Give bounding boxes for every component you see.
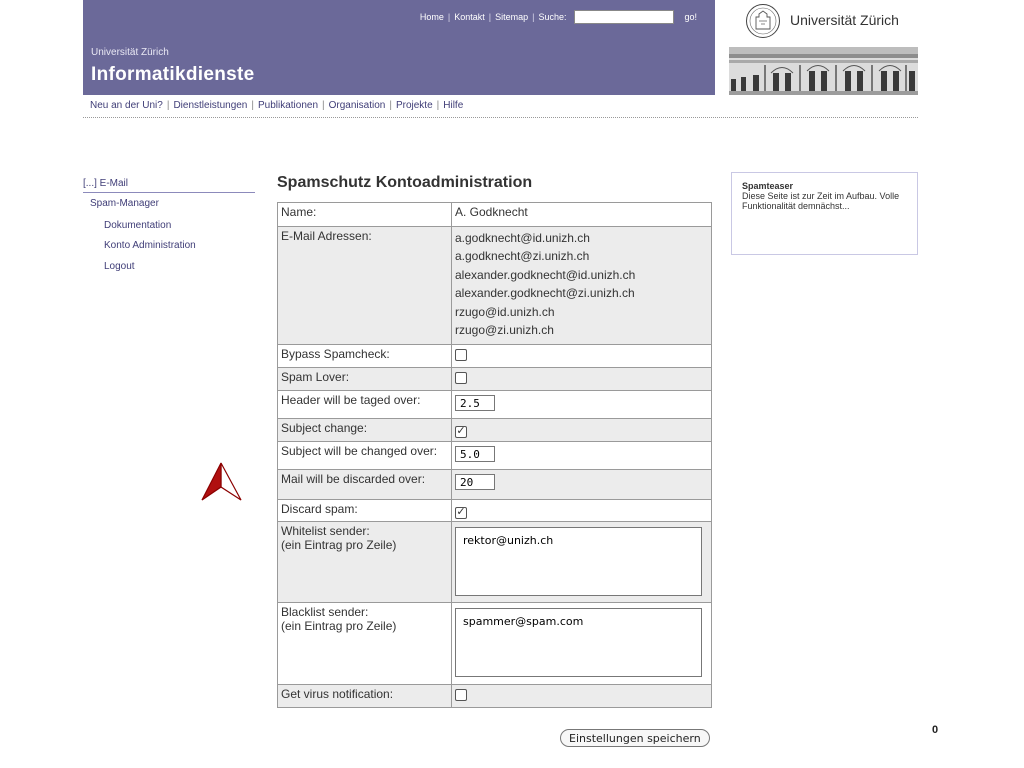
virus-notification-label: Get virus notification: [278,685,452,708]
row-discard-spam [278,500,712,522]
search-label: Suche: [538,12,567,22]
emails-label: E-Mail Adressen: [278,227,452,345]
whitelist-hint: (ein Eintrag pro Zeile) [281,538,397,552]
separator: | [488,12,492,22]
nav-projekte[interactable]: Projekte [395,100,433,111]
university-seal-icon[interactable] [745,3,781,39]
header-title[interactable]: Informatikdienste [91,64,255,85]
separator: | [436,100,440,111]
name-value: A. Godknecht [452,203,712,227]
spam-lover-checkbox[interactable] [455,372,467,384]
header-tag-label: Header will be taged over: [278,391,452,419]
main-nav [90,100,463,111]
row-blacklist [278,603,712,685]
whitelist-label-cell [278,522,452,603]
search-go-link[interactable]: go! [684,12,697,22]
sidebar-heading-email[interactable]: [...] E-Mail [83,178,255,193]
building-image [729,47,918,95]
discard-spam-label: Discard spam: [278,500,452,522]
nav-divider [83,117,918,118]
subject-changed-over-label: Subject will be changed over: [278,442,452,470]
email-address: a.godknecht@zi.unizh.ch [455,249,590,264]
separator: | [166,100,170,111]
sidebar-item-dokumentation[interactable]: Dokumentation [104,220,172,231]
subject-change-checkbox[interactable]: ✓ [456,425,466,437]
sidebar-item-konto-administration[interactable]: Konto Administration [104,240,196,251]
settings-table [277,202,712,708]
row-bypass-spamcheck [278,345,712,368]
spamteaser-text: Diese Seite ist zur Zeit im Aufbau. Volle Funktionalität demnächst... [742,191,900,211]
row-subject-changed-over [278,442,712,470]
discard-over-input[interactable] [455,474,495,490]
top-links [420,10,697,24]
spamteaser-box [731,172,918,255]
row-discard-over [278,470,712,500]
blacklist-label: Blacklist sender: [281,605,369,619]
separator: | [251,100,254,111]
row-name [278,203,712,227]
nav-hilfe[interactable]: Hilfe [443,100,464,111]
row-subject-change [278,419,712,442]
blacklist-hint: (ein Eintrag pro Zeile) [281,619,397,633]
name-label: Name: [278,203,452,227]
whitelist-textarea[interactable] [455,527,702,596]
site-header [83,0,715,95]
sidebar-item-logout[interactable]: Logout [104,261,135,272]
virus-notification-checkbox[interactable] [455,689,467,701]
separator: | [532,12,535,22]
email-address: rzugo@id.unizh.ch [455,304,555,319]
nav-publikationen[interactable]: Publikationen [257,100,319,111]
row-spam-lover [278,368,712,391]
page-counter: 0 [932,724,939,736]
nav-organisation[interactable]: Organisation [328,100,386,111]
blacklist-label-cell [278,603,452,685]
save-settings-button[interactable]: Einstellungen speichern [560,729,710,747]
row-whitelist [278,522,712,603]
email-address: a.godknecht@id.unizh.ch [455,231,590,245]
email-list [452,227,712,345]
header-tag-input[interactable] [455,395,495,411]
mouse-pointer-icon [201,462,243,504]
separator: | [322,100,325,111]
spamteaser-title: Spamteaser [742,181,794,191]
search-input[interactable] [574,10,674,24]
email-address: rzugo@zi.unizh.ch [455,323,554,338]
bypass-spamcheck-checkbox[interactable] [455,349,467,361]
whitelist-label: Whitelist sender: [281,524,370,538]
university-name[interactable]: Universität Zürich [790,12,899,28]
nav-neu-an-der-uni[interactable]: Neu an der Uni? [90,100,163,111]
nav-dienstleistungen[interactable]: Dienstleistungen [173,100,248,111]
discard-over-label: Mail will be discarded over: [278,470,452,500]
subject-changed-over-input[interactable] [455,446,495,462]
header-subtitle: Universität Zürich [91,47,169,58]
page-title: Spamschutz Kontoadministration [277,174,533,191]
top-link-kontakt[interactable]: Kontakt [454,12,485,22]
top-link-sitemap[interactable]: Sitemap [495,12,529,22]
spam-lover-label: Spam Lover: [278,368,452,391]
discard-spam-checkbox[interactable]: ✓ [456,506,466,518]
row-virus-notification [278,685,712,708]
row-emails [278,227,712,345]
separator: | [447,12,451,22]
bypass-spamcheck-label: Bypass Spamcheck: [278,345,452,368]
separator: | [389,100,392,111]
top-link-home[interactable]: Home [419,12,444,22]
blacklist-textarea[interactable] [455,608,702,677]
sidebar-item-spam-manager[interactable]: Spam-Manager [90,198,159,209]
subject-change-label: Subject change: [278,419,452,442]
row-header-tag [278,391,712,419]
email-address: alexander.godknecht@zi.unizh.ch [455,286,635,301]
email-address: alexander.godknecht@id.unizh.ch [455,267,636,282]
